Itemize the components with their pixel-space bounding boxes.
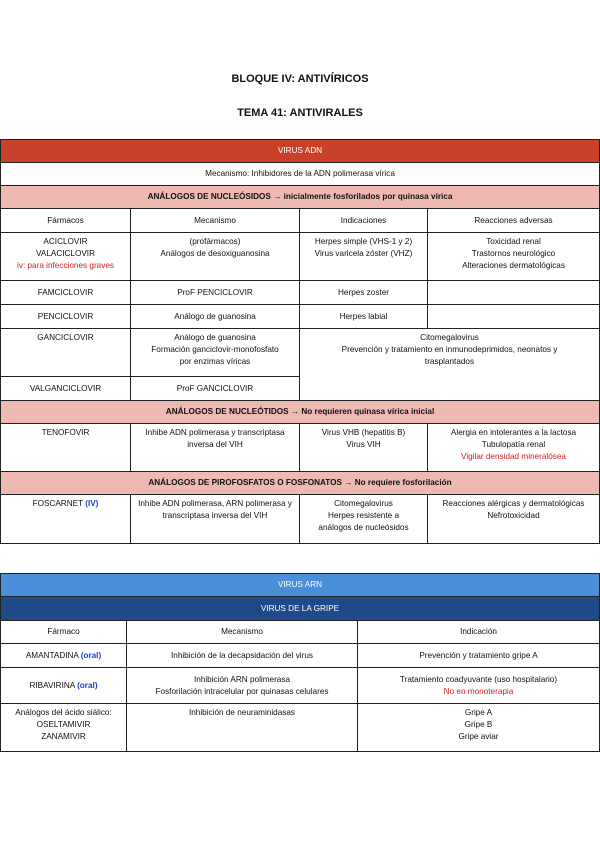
indication-cell: Herpes zoster bbox=[300, 281, 428, 305]
mechanism-cell bbox=[131, 233, 300, 281]
col-header-drug: Fármaco bbox=[1, 621, 127, 644]
adverse-cell bbox=[428, 424, 600, 472]
adverse-line: Reacciones alérgicas y dermatológicas bbox=[442, 499, 585, 508]
adverse-line: Tubulopatía renal bbox=[481, 440, 546, 449]
pyrophosphate-header: ANÁLOGOS DE PIROFOSFATOS O FOSFONATOS → No requiere fosforilación bbox=[1, 472, 600, 495]
mechanism-cell: Inhibe ADN polimerasa y transcriptasa inversa del VIH bbox=[131, 424, 300, 472]
iv-note: iv: para infecciones graves bbox=[17, 261, 114, 270]
table-row bbox=[1, 233, 600, 281]
drug-foscarnet: FOSCARNET bbox=[32, 499, 83, 508]
indication-cell: Herpes labial bbox=[300, 305, 428, 329]
drug-ribavirina: RIBAVIRINA bbox=[29, 680, 75, 690]
drug-zanamivir: ZANAMIVIR bbox=[41, 732, 86, 741]
indication-warning: No en monoterapia bbox=[443, 686, 514, 696]
route-badge: (IV) bbox=[85, 499, 99, 508]
col-header-adverse: Reacciones adversas bbox=[428, 209, 600, 233]
drug-cell bbox=[1, 233, 131, 281]
drug-famciclovir: FAMCICLOVIR bbox=[1, 281, 131, 305]
indication-line: Gripe A bbox=[464, 708, 493, 717]
mechanism-cell: ProF GANCICLOVIR bbox=[131, 377, 300, 401]
col-header-indications: Indicaciones bbox=[300, 209, 428, 233]
drug-penciclovir: PENCICLOVIR bbox=[1, 305, 131, 329]
rna-section-header: VIRUS ARN bbox=[1, 574, 600, 597]
indication-line: Citomegalovirus bbox=[420, 333, 479, 342]
drug-valganciclovir: VALGANCICLOVIR bbox=[1, 377, 131, 401]
mechanism-line: Fosforilación intracelular por quinasas celulares bbox=[155, 686, 329, 696]
indication-line: análogos de nucleósidos bbox=[318, 523, 409, 532]
table-row bbox=[1, 329, 600, 377]
table-row bbox=[1, 668, 600, 704]
mechanism-line: Análogos de desoxiguanosina bbox=[160, 249, 270, 258]
indication-cell: Prevención y tratamiento gripe A bbox=[358, 644, 600, 668]
table-row bbox=[1, 281, 600, 305]
drug-class-label: Análogos del ácido siálico: bbox=[15, 708, 112, 717]
col-header-mechanism: Mecanismo bbox=[127, 621, 358, 644]
indication-cell bbox=[300, 424, 428, 472]
adverse-cell bbox=[428, 305, 600, 329]
block-title: BLOQUE IV: ANTIVÍRICOS bbox=[231, 73, 369, 85]
adverse-cell bbox=[428, 495, 600, 544]
drug-ganciclovir: GANCICLOVIR bbox=[1, 329, 131, 377]
indication-cell bbox=[358, 704, 600, 752]
indication-line: Virus VIH bbox=[346, 440, 381, 449]
adverse-line: Alergia en intolerantes a la lactosa bbox=[450, 428, 577, 437]
table-row bbox=[1, 424, 600, 472]
nucleotide-header: ANÁLOGOS DE NUCLEÓTIDOS → No requieren quinasa vírica inicial bbox=[1, 401, 600, 424]
drug-cell bbox=[1, 704, 127, 752]
mechanism-cell: Inhibición de neuraminidasas bbox=[127, 704, 358, 752]
indication-line: Tratamiento coadyuvante (uso hospitalario) bbox=[399, 674, 558, 684]
adverse-cell bbox=[428, 233, 600, 281]
nucleoside-header: ANÁLOGOS DE NUCLEÓSIDOS → inicialmente fosforilados por quinasa vírica bbox=[1, 186, 600, 209]
dna-mechanism: Mecanismo: Inhibidores de la ADN polimerasa vírica bbox=[1, 163, 600, 186]
route-badge: (oral) bbox=[77, 680, 98, 690]
col-header-indication: Indicación bbox=[358, 621, 600, 644]
adverse-line: Nefrotoxicidad bbox=[487, 511, 540, 520]
mechanism-cell: Inhibe ADN polimerasa, ARN polimerasa y transcriptasa inversa del VIH bbox=[131, 495, 300, 544]
mechanism-cell: ProF PENCICLOVIR bbox=[131, 281, 300, 305]
adverse-cell bbox=[428, 281, 600, 305]
rna-virus-table bbox=[0, 573, 600, 752]
indication-cell bbox=[358, 668, 600, 704]
flu-section-header: VIRUS DE LA GRIPE bbox=[1, 597, 600, 621]
mechanism-line: por enzimas víricas bbox=[179, 357, 251, 366]
indication-line: Gripe B bbox=[464, 720, 493, 729]
topic-title: TEMA 41: ANTIVIRALES bbox=[237, 107, 363, 119]
dna-virus-table bbox=[0, 139, 600, 544]
adverse-warning: Vigilar densidad mineralósea bbox=[461, 452, 566, 461]
adverse-line: Alteraciones dermatológicas bbox=[462, 261, 565, 270]
indication-line: Citomegalovirus bbox=[334, 499, 393, 508]
dna-section-header: VIRUS ADN bbox=[1, 140, 600, 163]
adverse-line: Trastornos neurológico bbox=[471, 249, 556, 258]
indication-line: Herpes resistente a bbox=[328, 511, 399, 520]
indication-line: Virus varicela zóster (VHZ) bbox=[314, 249, 413, 258]
indication-line: Prevención y tratamiento en inmunodeprimidos, neonatos y trasplantados bbox=[341, 345, 558, 366]
table-row bbox=[1, 495, 600, 544]
indication-cell bbox=[300, 233, 428, 281]
indication-line: Herpes simple (VHS-1 y 2) bbox=[314, 237, 413, 246]
drug-amantadina: AMANTADINA bbox=[25, 650, 79, 660]
mechanism-cell bbox=[131, 329, 300, 377]
mechanism-line: (profármacos) bbox=[189, 237, 241, 246]
indication-line: Virus VHB (hepatitis B) bbox=[321, 428, 406, 437]
table-row bbox=[1, 704, 600, 752]
drug-valaciclovir: VALACICLOVIR bbox=[36, 249, 95, 258]
indication-cell bbox=[300, 495, 428, 544]
mechanism-cell: Inhibición de la decapsidación del virus bbox=[127, 644, 358, 668]
ganciclovir-indication-cell bbox=[300, 329, 600, 401]
drug-cell bbox=[1, 668, 127, 704]
drug-cell bbox=[1, 495, 131, 544]
col-header-drugs: Fármacos bbox=[1, 209, 131, 233]
mechanism-line: Análogo de guanosina bbox=[174, 333, 256, 342]
drug-tenofovir: TENOFOVIR bbox=[1, 424, 131, 472]
table-row bbox=[1, 644, 600, 668]
col-header-mechanism: Mecanismo bbox=[131, 209, 300, 233]
drug-cell bbox=[1, 644, 127, 668]
indication-line: Gripe aviar bbox=[458, 732, 499, 741]
mechanism-cell: Análogo de guanosina bbox=[131, 305, 300, 329]
mechanism-line: Inhibición ARN polimerasa bbox=[193, 674, 291, 684]
adverse-line: Toxicidad renal bbox=[486, 237, 541, 246]
route-badge: (oral) bbox=[80, 650, 102, 660]
drug-aciclovir: ACICLOVIR bbox=[43, 237, 88, 246]
mechanism-line: Formación ganciclovir-monofosfato bbox=[151, 345, 279, 354]
mechanism-cell bbox=[127, 668, 358, 704]
drug-oseltamivir: OSELTAMIVIR bbox=[36, 720, 91, 729]
table-row bbox=[1, 305, 600, 329]
